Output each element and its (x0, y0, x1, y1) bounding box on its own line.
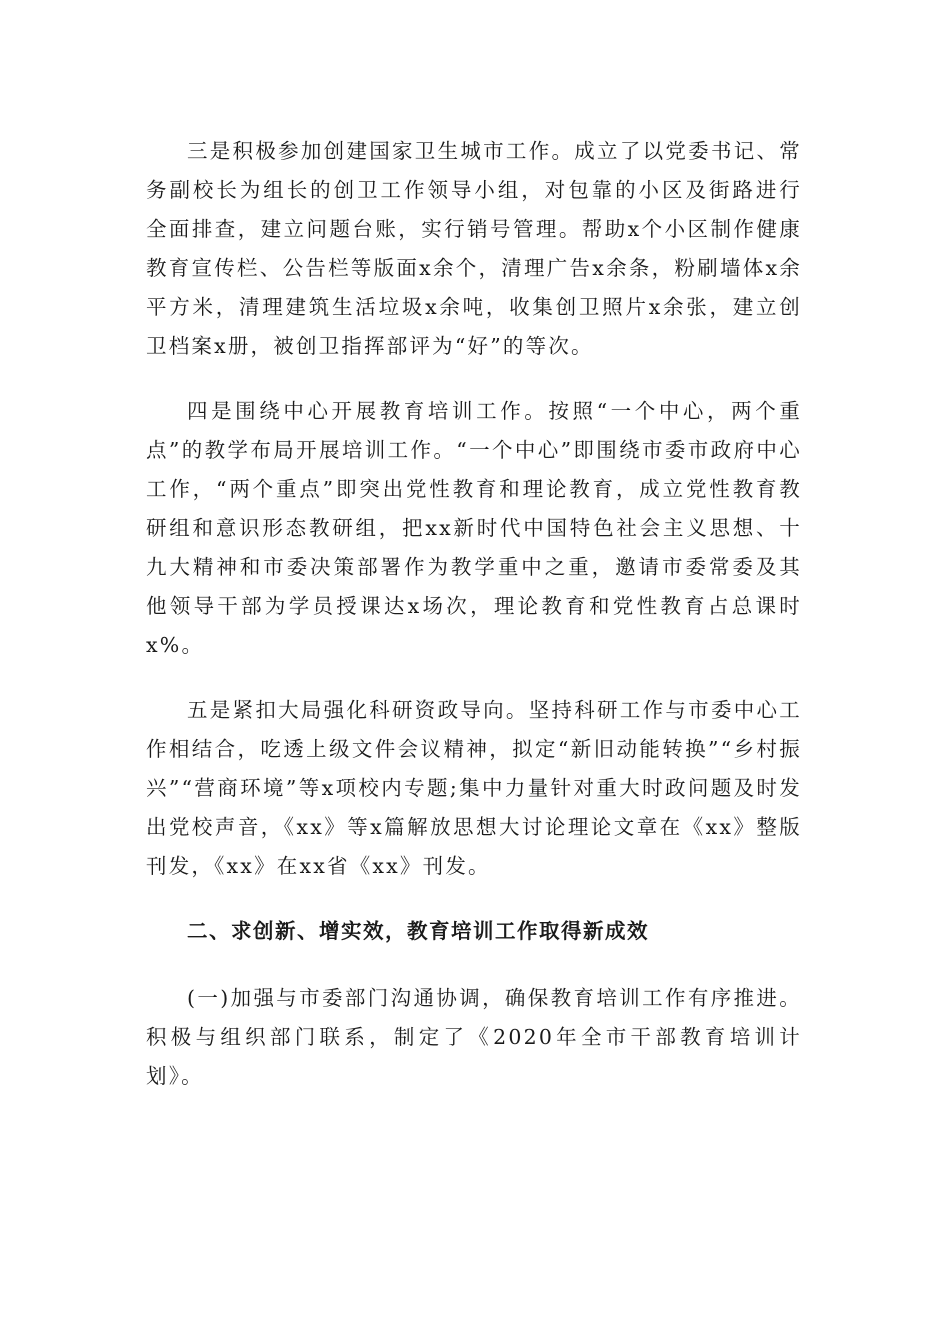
paragraph-wushi: 五是紧扣大局强化科研资政导向。坚持科研工作与市委中心工作相结合，吃透上级文件会议精神，拟定“新旧动能转换”“乡村振兴”“营商环境”等x项校内专题;集中力量针对重大时政问题及时发出党校声音，《xx》等x篇解放思想大讨论理论文章在《xx》整版刊发，《xx》在xx省《xx》刊发。 (146, 698, 802, 878)
paragraph-sishi: 四是围绕中心开展教育培训工作。按照“一个中心，两个重点”的教学布局开展培训工作。“一个中心”即围绕市委市政府中心工作，“两个重点”即突出党性教育和理论教育，成立党性教育教研组和意识形态教研组，把xx新时代中国特色社会主义思想、十九大精神和市委决策部署作为教学重中之重，邀请市委常委及其他领导干部为学员授课达x场次，理论教育和党性教育占总课时x%。 (146, 399, 802, 657)
paragraph-sanshi: 三是积极参加创建国家卫生城市工作。成立了以党委书记、常务副校长为组长的创卫工作领导小组，对包靠的小区及街路进行全面排查，建立问题台账，实行销号管理。帮助x个小区制作健康教育宣传栏、公告栏等版面x余个，清理广告x余条，粉刷墙体x余平方米，清理建筑生活垃圾x余吨，收集创卫照片x余张，建立创卫档案x册，被创卫指挥部评为“好”的等次。 (146, 139, 802, 358)
section-heading: 二、求创新、增实效，教育培训工作取得新成效 (187, 919, 649, 943)
paragraph-subsection-1: (一)加强与市委部门沟通协调，确保教育培训工作有序推进。积极与组织部门联系，制定了《2020年全市干部教育培训计划》。 (146, 986, 802, 1088)
document-body (146, 132, 802, 1096)
